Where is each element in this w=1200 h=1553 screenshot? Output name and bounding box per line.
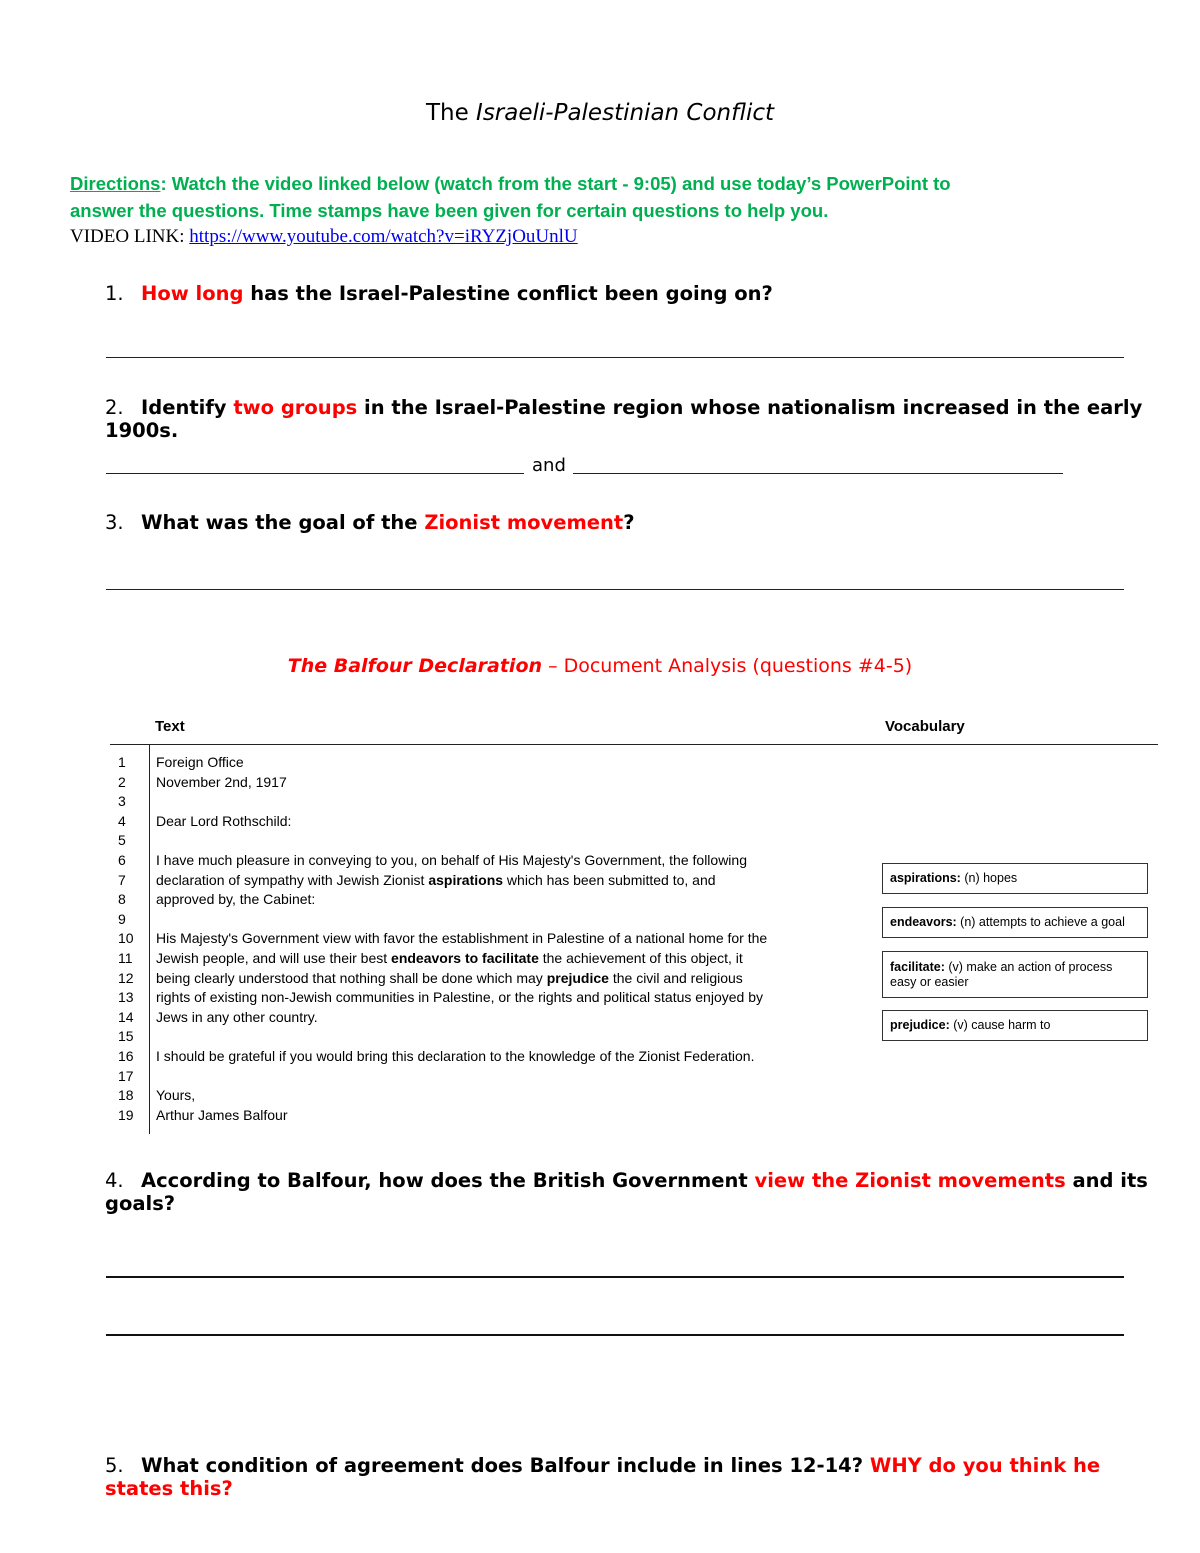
section-heading-rest: – Document Analysis (questions #4-5) [542,655,913,677]
declaration-line: Foreign Office [156,754,244,770]
declaration-line: His Majesty's Government view with favor the establishment in Palestine of a national home for the [156,930,768,947]
vocab-def: (n) attempts to achieve a goal [956,915,1125,929]
question-1-highlight: How long [141,282,244,305]
video-label: VIDEO LINK [70,226,180,247]
question-1-text: has the Israel-Palestine conflict been going on? [243,282,773,305]
line-number: 8 [118,891,126,908]
question-1-number: 1. [105,282,124,305]
video-link[interactable]: https://www.youtube.com/watch?v=iRYZjOuUnlU [189,226,578,247]
declaration-line [156,1067,876,1087]
line-number: 4 [118,812,126,829]
question-4-number: 4. [105,1169,124,1192]
question-5 [105,1454,1165,1500]
question-5-highlight: WHY do you think he states this? [105,1454,1101,1500]
declaration-line: declaration of sympathy with Jewish Zionist aspirations which has been submitted to, and [156,871,716,888]
line-number: 13 [118,989,134,1006]
directions-line-2 [70,197,1150,224]
vocab-def: (v) cause harm to [949,1018,1051,1032]
answer-line-1[interactable] [106,357,1124,358]
declaration-line [156,792,876,812]
question-1 [105,282,1165,305]
directions-line-1 [70,170,1150,197]
title-prefix: The [425,100,477,126]
directions-text-2: answer the questions. Time stamps have been given for certain questions to help you. [70,200,829,221]
declaration-line [156,831,876,851]
vocab-term: aspirations: [890,871,961,885]
declaration-line: November 2nd, 1917 [156,773,287,790]
line-number: 9 [118,910,126,927]
question-4-text: and its goals? [105,1169,1148,1215]
directions-label: Directions [70,173,161,194]
declaration-line: Arthur James Balfour [156,1106,288,1123]
question-3-highlight: Zionist movement [424,511,624,534]
answer-line-4a[interactable] [106,1276,1124,1278]
declaration-line: I have much pleasure in conveying to you, on behalf of His Majesty's Government, the following [156,851,747,868]
text-column-header: Text [155,718,185,735]
answer-line-2a[interactable] [106,473,524,474]
line-number: 6 [118,851,126,868]
declaration-line [156,910,876,930]
table-column-rule [149,744,150,1134]
line-number: 2 [118,773,126,790]
question-2 [105,396,1165,442]
question-2-number: 2. [105,396,124,419]
declaration-line: Yours, [156,1087,196,1104]
question-2-highlight: two groups [233,396,358,419]
vocab-box-aspirations [882,863,1148,894]
question-5-number: 5. [105,1454,124,1477]
directions-colon: : [160,173,167,194]
line-number: 19 [118,1106,134,1123]
declaration-line [156,1027,876,1047]
answer-line-3[interactable] [106,589,1124,590]
question-3-pre: What was the goal of the [141,511,425,534]
question-4-highlight: view the Zionist movements [754,1169,1066,1192]
page-title [0,100,1200,126]
directions-text-1: Watch the video linked below (watch from the start - 9:05) and use today’s PowerPoint to [166,173,951,194]
video-link-row [70,226,578,248]
vocab-def: (n) hopes [960,871,1018,885]
vocab-box-facilitate [882,951,1148,998]
vocab-term: facilitate: [890,960,945,974]
line-number: 1 [118,754,126,770]
and-label: and [532,455,566,476]
title-italic: Israeli-Palestinian Conflict [476,100,775,126]
vocab-box-prejudice [882,1010,1148,1041]
vocab-def: (v) make an action of process easy or easier [890,960,1113,989]
vocab-term: endeavors: [890,915,957,929]
line-number: 3 [118,793,126,810]
declaration-line: rights of existing non-Jewish communities in Palestine, or the rights and political status enjoyed by [156,989,763,1006]
vocab-box-endeavors [882,907,1148,938]
vocab-term: prejudice: [890,1018,950,1032]
question-3-text: ? [623,511,635,534]
question-2-text: in the Israel-Palestine region whose nationalism increased in the early 1900s. [105,396,1143,442]
line-number: 16 [118,1047,134,1064]
question-5-pre: What condition of agreement does Balfour include in lines 12-14? [141,1454,870,1477]
question-3-number: 3. [105,511,124,534]
section-heading [0,655,1200,677]
declaration-text [156,753,876,1125]
line-number: 17 [118,1067,134,1084]
declaration-line: Jewish people, and will use their best endeavors to facilitate the achievement of this object, it [156,949,743,966]
line-number: 15 [118,1028,134,1045]
line-number: 10 [118,930,134,947]
declaration-line: approved by, the Cabinet: [156,891,316,908]
answer-line-4b[interactable] [106,1334,1124,1336]
vocabulary-column-header: Vocabulary [885,718,965,735]
line-numbers [118,753,140,1125]
declaration-line: Jews in any other country. [156,1008,318,1025]
declaration-line: being clearly understood that nothing shall be done which may prejudice the civil and religious [156,969,743,986]
question-4-pre: According to Balfour, how does the British Government [141,1169,755,1192]
line-number: 11 [118,949,133,966]
line-number: 7 [118,871,126,888]
declaration-line: Dear Lord Rothschild: [156,812,292,829]
question-2-pre: Identify [141,396,234,419]
question-3 [105,511,1165,534]
line-number: 12 [118,969,134,986]
section-heading-italic: The Balfour Declaration [287,655,543,677]
declaration-line: I should be grateful if you would bring this declaration to the knowledge of the Zionist Federation. [156,1047,755,1064]
video-sep: : [179,226,190,247]
question-4 [105,1169,1165,1215]
line-number: 18 [118,1087,134,1104]
answer-line-2b[interactable] [573,473,1063,474]
table-header-rule [110,744,1158,745]
line-number: 5 [118,832,126,849]
line-number: 14 [118,1008,134,1025]
